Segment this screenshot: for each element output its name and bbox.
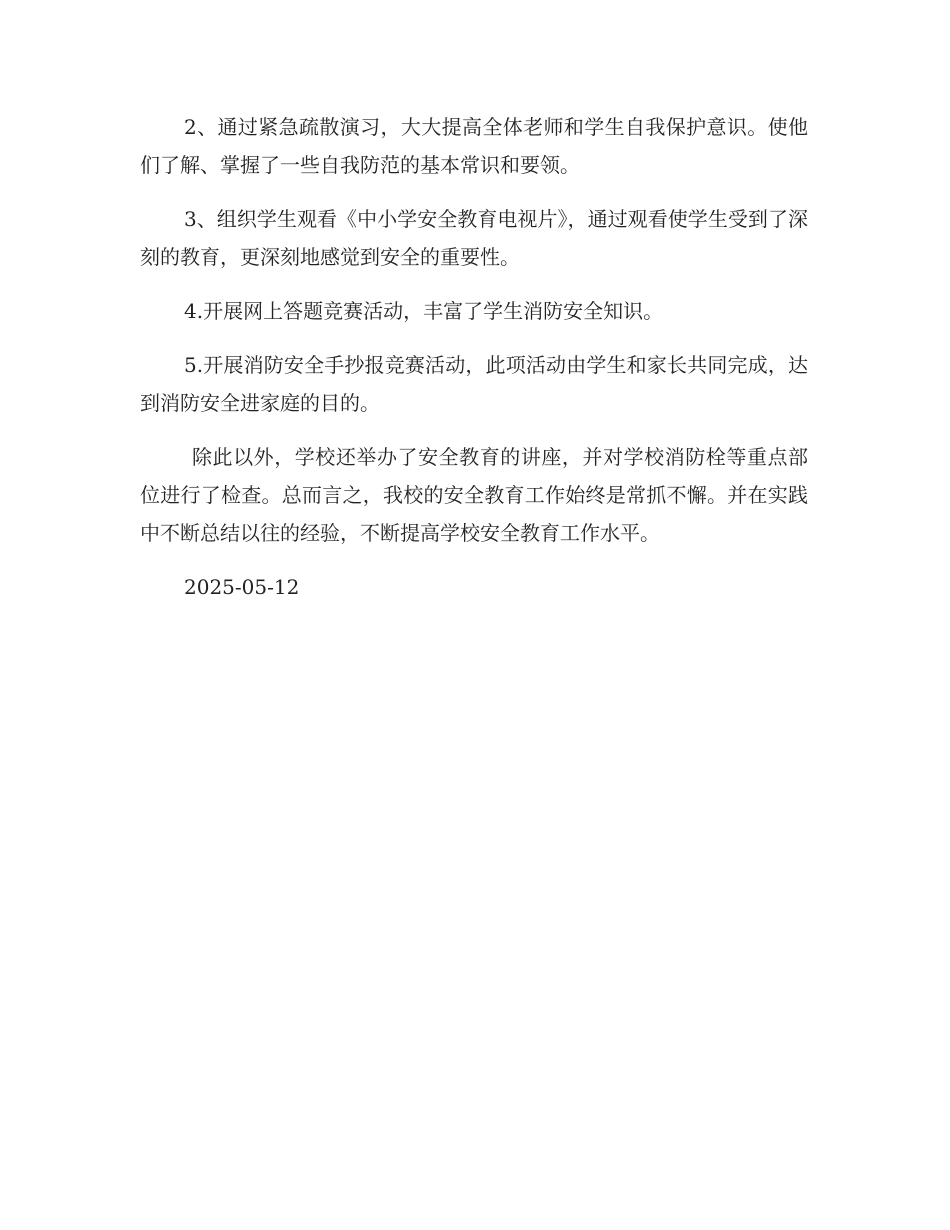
document-date: 2025-05-12 [184,575,300,599]
paragraph-evacuation-drill: 2、通过紧急疏散演习，大大提高全体老师和学生自我保护意识。使他们了解、掌握了一些自我防范的基本常识和要领。 [140,115,808,177]
paragraph-handwritten-newspaper: 5.开展消防安全手抄报竞赛活动，此项活动由学生和家长共同完成，达到消防安全进家庭的目的。 [140,353,808,415]
paragraph-summary: 除此以外，学校还举办了安全教育的讲座，并对学校消防栓等重点部位进行了检查。总而言之，我校的安全教育工作始终是常抓不懈。并在实践中不断总结以往的经验，不断提高学校安全教育工作水平。 [140,445,808,545]
document-body [140,108,808,606]
paragraph-online-quiz: 4.开展网上答题竞赛活动，丰富了学生消防安全知识。 [184,299,664,323]
paragraph-safety-video: 3、组织学生观看《中小学安全教育电视片》，通过观看使学生受到了深刻的教育，更深刻地感觉到安全的重要性。 [140,207,808,269]
